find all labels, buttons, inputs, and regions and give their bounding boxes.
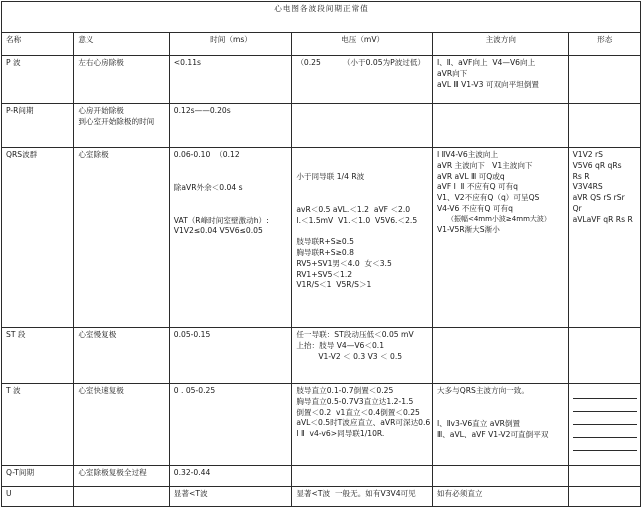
value-line: aVR向下 xyxy=(436,68,468,78)
row-direction-st xyxy=(432,328,568,384)
row-time-qrs xyxy=(169,148,292,328)
value-line: Ⅰ、Ⅱv3-V6直立 aVR倒置 xyxy=(436,418,521,428)
ecg-reference-sheet xyxy=(0,1,642,501)
value-line: Ⅰ ⅡV4-V6主波向上 xyxy=(436,150,499,159)
value-line: V1-V2 ＜ 0.3 V3 ＜ 0.5 xyxy=(318,351,403,361)
row-shape-t xyxy=(568,384,640,466)
value-line: （0.25 （小于0.05为P波过低） xyxy=(296,58,426,67)
shape-subgrid-row xyxy=(573,425,637,438)
shape-subgrid-cell xyxy=(573,425,637,438)
value-line: <0.11s xyxy=(173,58,201,67)
table-row xyxy=(2,466,641,487)
table-title-row xyxy=(2,2,641,33)
row-direction-qt xyxy=(432,466,568,487)
table-row xyxy=(2,384,641,466)
value-line: Ⅰ、Ⅱ、aVF向上 V4—V6向上 xyxy=(436,58,536,67)
table-row xyxy=(2,487,641,507)
value-line: 0.12s——0.20s xyxy=(173,106,231,115)
column-header-name: 名称 xyxy=(2,33,74,56)
row-meaning-u xyxy=(74,487,169,507)
value-line: 肢导联R+S≥0.5 xyxy=(296,237,355,247)
row-name-qt: Q-T间期 xyxy=(2,466,74,487)
shape-subgrid-row xyxy=(573,438,637,451)
value-line: V5V6 qR qRs xyxy=(572,160,622,170)
value-line: 0 . 05-0.25 xyxy=(173,386,216,395)
value-line: aVF Ⅰ Ⅱ 不应有Q 可有q xyxy=(436,182,518,192)
table-header-row xyxy=(2,33,641,56)
column-header-shape: 形态 xyxy=(568,33,640,56)
row-shape-u xyxy=(568,487,640,507)
row-shape-pr xyxy=(568,104,640,148)
row-time-qt xyxy=(169,466,292,487)
value-line: V3V4RS xyxy=(572,182,603,192)
value-line: 心房开始除极 xyxy=(78,106,124,115)
row-name-u: U xyxy=(2,487,74,507)
row-direction-p xyxy=(432,56,568,104)
shape-subgrid-row xyxy=(573,399,637,412)
value-line: 0.32-0.44 xyxy=(173,468,211,477)
row-meaning-t: 心室快速复极 xyxy=(74,384,169,466)
value-line: Ⅰ Ⅱ v4-v6>同导联1/10R. xyxy=(296,429,385,439)
row-name-qrs: QRS波群 xyxy=(2,148,74,328)
row-time-pr xyxy=(169,104,292,148)
value-line: 0.05-0.15 xyxy=(173,330,211,339)
page-title: 心电图各波段间期正常值 xyxy=(2,2,641,33)
value-line: 除aVR外余＜0.04 s xyxy=(173,182,243,192)
value-line: aVR QS rS rSr xyxy=(572,193,625,203)
value-line: 到心室开始除极的时间 xyxy=(78,116,155,126)
column-header-direction: 主波方向 xyxy=(432,33,568,56)
row-name-pr: P-R间期 xyxy=(2,104,74,148)
row-time-p xyxy=(169,56,292,104)
value-line: 显著<T波 一般无。如有V3V4可见 xyxy=(296,489,416,498)
shape-subgrid-cell xyxy=(573,451,637,464)
value-line: （振幅<4mm小波≥4mm大波） xyxy=(446,214,551,223)
shape-subgrid-cell xyxy=(573,386,637,399)
row-name-p: P 波 xyxy=(2,56,74,104)
shape-subgrid-row xyxy=(573,386,637,399)
row-direction-qrs xyxy=(432,148,568,328)
row-time-t xyxy=(169,384,292,466)
value-line: V1V2 rS xyxy=(572,150,603,159)
value-line: 显著<T波 xyxy=(173,489,208,498)
value-line: VAT（R峰时间室壁激动h）: xyxy=(173,215,269,225)
row-voltage-t xyxy=(292,384,433,466)
value-line: 如有必须直立 xyxy=(436,489,483,498)
row-voltage-st xyxy=(292,328,433,384)
row-time-u xyxy=(169,487,292,507)
row-voltage-u xyxy=(292,487,433,507)
value-line: 大多与QRS主波方向一致。 xyxy=(436,386,529,395)
shape-subgrid xyxy=(573,386,637,463)
value-line: 上抬：肢导 V4—V6＜0.1 xyxy=(296,340,385,350)
value-line: avR＜0.5 aVL.＜1.2 aVF ＜2.0 xyxy=(296,204,411,214)
shape-subgrid-cell xyxy=(573,438,637,451)
table-row xyxy=(2,56,641,104)
column-header-time: 时间（ms） xyxy=(169,33,292,56)
value-line: aVL＜0.5时T波应直立、aVR可深达0.6 xyxy=(296,418,431,428)
value-line: V4-V6 不应有Q 可有q xyxy=(436,203,513,213)
value-line: RV1+SV5＜1.2 xyxy=(296,269,353,279)
shape-subgrid-row xyxy=(573,412,637,425)
value-line: 肢导直立0.1-0.7倒置＜0.25 xyxy=(296,386,394,395)
row-voltage-qt xyxy=(292,466,433,487)
value-line: 胸导联R+S≥0.8 xyxy=(296,248,355,258)
row-meaning-p: 左右心房除极 xyxy=(74,56,169,104)
row-shape-qt xyxy=(568,466,640,487)
value-line: RV5+SV1男＜4.0 女＜3.5 xyxy=(296,258,392,268)
value-line: 小于同导联 1/4 R波 xyxy=(296,172,365,181)
row-time-st xyxy=(169,328,292,384)
value-line: Rs R xyxy=(572,171,590,181)
shape-subgrid-cell xyxy=(573,412,637,425)
row-name-t: T 波 xyxy=(2,384,74,466)
value-line: V1-V5R渐大S渐小 xyxy=(436,224,500,234)
table-row xyxy=(2,328,641,384)
value-line: Ⅲ、aVL、aVF V1-V2可直倒平双 xyxy=(436,429,549,439)
row-voltage-p xyxy=(292,56,433,104)
value-line: 倒置＜0.2 v1直立＜0.4倒置＜0.25 xyxy=(296,407,420,417)
row-voltage-qrs xyxy=(292,148,433,328)
row-name-st: ST 段 xyxy=(2,328,74,384)
row-direction-pr xyxy=(432,104,568,148)
value-line: aVL Ⅲ V1-V3 可双向平坦倒置 xyxy=(436,79,540,89)
row-meaning-qrs: 心室除极 xyxy=(74,148,169,328)
value-line: aVR 主波向下 V1主波向下 xyxy=(436,160,533,170)
column-header-voltage: 电压（mV） xyxy=(292,33,433,56)
value-line: 任一导联：ST段动压低＜0.05 mV xyxy=(296,330,414,339)
value-line: Ⅰ.＜1.5mV V1.＜1.0 V5V6.＜2.5 xyxy=(296,215,418,225)
column-header-meaning: 意义 xyxy=(74,33,169,56)
row-shape-p xyxy=(568,56,640,104)
row-direction-t xyxy=(432,384,568,466)
row-shape-st xyxy=(568,328,640,384)
row-meaning-pr xyxy=(74,104,169,148)
value-line: V1、V2不应有Q（q）可呈QS xyxy=(436,193,540,203)
value-line: 0.06-0.10 （0.12 xyxy=(173,150,240,159)
row-meaning-qt: 心室除极复极全过程 xyxy=(74,466,169,487)
value-line: 胸导直立0.5-0.7V3直立达1.2-1.5 xyxy=(296,396,414,406)
row-shape-qrs xyxy=(568,148,640,328)
row-voltage-pr xyxy=(292,104,433,148)
row-direction-u xyxy=(432,487,568,507)
ecg-normal-values-table xyxy=(1,1,641,507)
value-line: V1V2≤0.04 V5V6≤0.05 xyxy=(173,226,263,236)
table-row xyxy=(2,104,641,148)
value-line: V1R/S＜1 V5R/S＞1 xyxy=(296,280,372,290)
value-line: aVLaVF qR Rs R xyxy=(572,214,633,224)
row-meaning-st: 心室慢复极 xyxy=(74,328,169,384)
table-row xyxy=(2,148,641,328)
value-line: Qr xyxy=(572,203,582,213)
shape-subgrid-cell xyxy=(573,399,637,412)
shape-subgrid-row xyxy=(573,451,637,464)
value-line: aVR aVL Ⅲ 可Q或q xyxy=(436,171,505,181)
